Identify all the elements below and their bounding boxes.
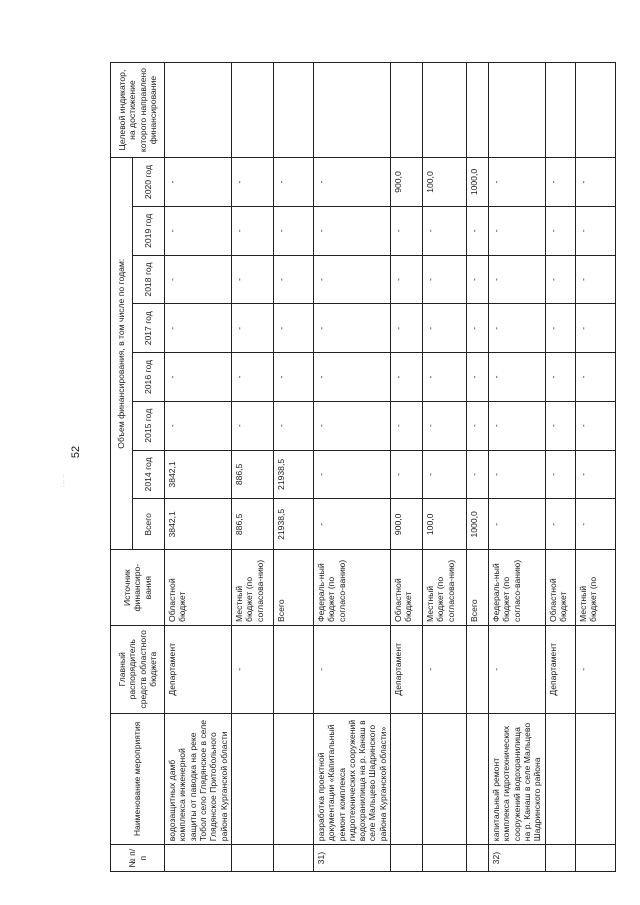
target-indicator [313, 63, 390, 158]
year-value: - [545, 450, 575, 499]
year-value: - [467, 206, 489, 255]
year-value: - [231, 158, 273, 207]
header-target: Целевой индикатор, на достижение которого направлено финансирование [111, 63, 165, 158]
funding-source: Местный бюджет (по согласова-нию) [423, 550, 467, 626]
year-value: - [313, 304, 390, 353]
header-year: 2014 год [133, 450, 165, 499]
year-value: - [313, 255, 390, 304]
target-indicator [467, 63, 489, 158]
target-indicator [575, 63, 615, 158]
year-value: - [489, 158, 546, 207]
row-number [423, 845, 467, 872]
year-value: - [545, 304, 575, 353]
measure-name [391, 713, 423, 845]
funding-source: Областной бюджет [391, 550, 423, 626]
total-value: - [545, 499, 575, 550]
year-value: - [391, 450, 423, 499]
rotated-table-container [110, 62, 608, 872]
year-value: - [423, 304, 467, 353]
row-number [273, 845, 313, 872]
table-row [545, 63, 575, 872]
total-value: 21938,5 [273, 499, 313, 550]
row-number [575, 845, 615, 872]
year-value: - [575, 353, 615, 402]
year-value: - [467, 401, 489, 450]
year-value: - [391, 255, 423, 304]
header-num: № п/п [111, 845, 165, 872]
year-value: - [273, 158, 313, 207]
year-value: - [575, 401, 615, 450]
table-row [575, 63, 615, 872]
year-value: - [489, 255, 546, 304]
year-value: - [313, 158, 390, 207]
row-number [467, 845, 489, 872]
measure-name [273, 713, 313, 845]
year-value: - [575, 255, 615, 304]
header-year: 2017 год [133, 304, 165, 353]
funding-source: Местный бюджет (по [575, 550, 615, 626]
total-value: 900,0 [391, 499, 423, 550]
total-value: 1000,0 [467, 499, 489, 550]
year-value: 21938,5 [273, 450, 313, 499]
year-value: - [423, 401, 467, 450]
table-row [165, 63, 232, 872]
total-value: 886,5 [231, 499, 273, 550]
funding-source: Федераль-ный бюджет (по согласо-ванию) [489, 550, 546, 626]
year-value: - [231, 206, 273, 255]
year-value: 3842,1 [165, 450, 232, 499]
total-value: 100,0 [423, 499, 467, 550]
year-value: - [423, 353, 467, 402]
year-value: - [273, 206, 313, 255]
header-total: Всего [133, 499, 165, 550]
measure-name [467, 713, 489, 845]
row-number [545, 845, 575, 872]
financing-table [110, 62, 616, 872]
year-value: - [391, 401, 423, 450]
funding-source: Всего [467, 550, 489, 626]
year-value: - [313, 401, 390, 450]
page-number: 52 [70, 445, 83, 459]
table-row [273, 63, 313, 872]
year-value: - [575, 158, 615, 207]
target-indicator [489, 63, 546, 158]
year-value: 886,5 [231, 450, 273, 499]
target-indicator [423, 63, 467, 158]
scan-mark: · ·· ·· [61, 474, 68, 488]
year-value: - [313, 353, 390, 402]
year-value: - [273, 255, 313, 304]
year-value: - [165, 353, 232, 402]
year-value: 100,0 [423, 158, 467, 207]
year-value: - [575, 206, 615, 255]
target-indicator [231, 63, 273, 158]
year-value: - [165, 255, 232, 304]
row-number: 32) [489, 845, 546, 872]
year-value: - [489, 206, 546, 255]
year-value: - [313, 450, 390, 499]
year-value: - [467, 450, 489, 499]
measure-name [423, 713, 467, 845]
target-indicator [273, 63, 313, 158]
measure-name: водозащитных дамб комплекса инженерной защиты от паводка на реке Тобол село Глядянское в селе Глядянское Притобольного района Курганской области [165, 713, 232, 845]
measure-name: разработка проектной документации «Капитальный ремонт комплекса гидротехнических сооружений водохранилища на р. Канаш в селе Мальцево Шадринского района Курганской области» [313, 713, 390, 845]
manager-cell: Департамент [545, 625, 575, 713]
header-manager: Главный распорядитель средств областного бюджета [111, 625, 165, 713]
year-value: - [273, 304, 313, 353]
manager-cell [467, 625, 489, 713]
measure-name: капитальный ремонт комплекса гидротехнических сооружений водохранилища на р. Канаш в селе Мальцево Шадринского района [489, 713, 546, 845]
year-value: - [545, 206, 575, 255]
row-number: 31) [313, 845, 390, 872]
year-value: - [423, 450, 467, 499]
table-row [489, 63, 546, 872]
manager-cell: - [489, 625, 546, 713]
year-value: 900,0 [391, 158, 423, 207]
manager-cell [273, 625, 313, 713]
year-value: - [273, 353, 313, 402]
row-number [391, 845, 423, 872]
manager-cell: - [231, 625, 273, 713]
year-value: - [467, 304, 489, 353]
target-indicator [391, 63, 423, 158]
year-value: - [231, 304, 273, 353]
target-indicator [165, 63, 232, 158]
year-value: - [391, 206, 423, 255]
header-year: 2020 год [133, 158, 165, 207]
year-value: - [545, 401, 575, 450]
year-value: - [231, 255, 273, 304]
year-value: - [313, 206, 390, 255]
year-value: - [423, 255, 467, 304]
measure-name [231, 713, 273, 845]
table-row [231, 63, 273, 872]
year-value: - [575, 450, 615, 499]
year-value: - [391, 304, 423, 353]
year-value: - [467, 353, 489, 402]
header-volume: Объем финансирования, в том числе по годам: [111, 158, 133, 550]
year-value: - [165, 401, 232, 450]
funding-source: Федераль-ный бюджет (по согласо-ванию) [313, 550, 390, 626]
row-number [231, 845, 273, 872]
year-value: - [273, 401, 313, 450]
year-value: - [231, 353, 273, 402]
table-row [423, 63, 467, 872]
year-value: - [489, 353, 546, 402]
manager-cell: Департамент [165, 625, 232, 713]
total-value: - [313, 499, 390, 550]
year-value: - [575, 304, 615, 353]
row-number [165, 845, 232, 872]
total-value: 3842,1 [165, 499, 232, 550]
year-value: - [489, 401, 546, 450]
manager-cell: - [313, 625, 390, 713]
header-year: 2016 год [133, 353, 165, 402]
total-value: - [489, 499, 546, 550]
year-value: 1000,0 [467, 158, 489, 207]
header-year: 2018 год [133, 255, 165, 304]
header-source: Источник финансиро-вания [111, 550, 165, 626]
year-value: - [545, 158, 575, 207]
manager-cell: - [575, 625, 615, 713]
year-value: - [467, 255, 489, 304]
funding-source: Областной бюджет [165, 550, 232, 626]
table-row [467, 63, 489, 872]
year-value: - [165, 304, 232, 353]
funding-source: Всего [273, 550, 313, 626]
header-name: Наименование мероприятия [111, 713, 165, 845]
year-value: - [545, 353, 575, 402]
year-value: - [165, 206, 232, 255]
funding-source: Областной бюджет [545, 550, 575, 626]
table-row [391, 63, 423, 872]
year-value: - [545, 255, 575, 304]
year-value: - [423, 206, 467, 255]
header-year: 2015 год [133, 401, 165, 450]
year-value: - [489, 304, 546, 353]
year-value: - [165, 158, 232, 207]
table-row [313, 63, 390, 872]
funding-source: Местный бюджет (по согласова-нию) [231, 550, 273, 626]
header-year: 2019 год [133, 206, 165, 255]
year-value: - [489, 450, 546, 499]
measure-name [575, 713, 615, 845]
year-value: - [231, 401, 273, 450]
manager-cell: - [423, 625, 467, 713]
manager-cell: Департамент [391, 625, 423, 713]
total-value: - [575, 499, 615, 550]
target-indicator [545, 63, 575, 158]
measure-name [545, 713, 575, 845]
year-value: - [391, 353, 423, 402]
